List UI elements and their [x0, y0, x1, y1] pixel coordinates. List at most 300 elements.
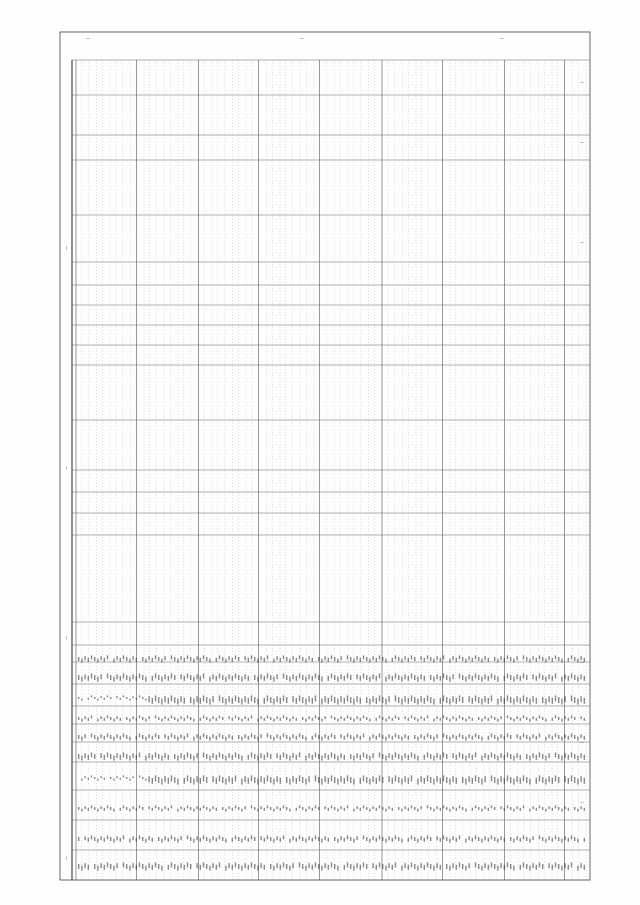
ink-mark [468, 776, 469, 782]
ink-mark [203, 733, 204, 737]
ink-mark [366, 717, 367, 720]
ink-mark [206, 735, 207, 739]
ink-mark [260, 734, 261, 738]
ink-mark [440, 755, 441, 760]
ink-mark [379, 835, 380, 839]
ink-mark [180, 696, 181, 702]
ink-mark [520, 865, 521, 870]
ink-mark [139, 695, 140, 697]
ink-mark [328, 865, 329, 870]
ink-mark [363, 733, 364, 737]
ink-mark [529, 659, 530, 663]
ink-mark [424, 676, 425, 681]
ink-mark [558, 807, 559, 810]
ink-mark [209, 677, 210, 682]
ink-mark [510, 754, 511, 759]
ink-mark [497, 839, 498, 843]
ink-mark [516, 716, 517, 719]
ink-mark [417, 839, 418, 843]
ink-mark [433, 737, 434, 741]
ink-mark [270, 717, 271, 720]
ink-mark [472, 808, 473, 811]
ink-mark [411, 715, 412, 718]
ink-mark [472, 778, 473, 784]
ink-mark [254, 754, 255, 759]
ink-mark [360, 658, 361, 662]
ink-mark [571, 673, 572, 678]
ink-mark [283, 752, 284, 757]
ink-mark [270, 807, 271, 810]
ink-mark [324, 776, 325, 782]
ink-mark [500, 776, 501, 782]
ink-mark [283, 862, 284, 867]
ink-mark [305, 699, 306, 705]
ink-mark [235, 862, 236, 867]
ink-mark [337, 677, 338, 682]
ink-mark [475, 733, 476, 737]
ink-mark [148, 716, 149, 719]
ink-mark [123, 805, 124, 808]
ink-mark [94, 697, 95, 699]
ink-mark [532, 716, 533, 719]
ink-mark [443, 733, 444, 737]
ink-mark [350, 657, 351, 661]
ink-mark [206, 777, 207, 783]
ink-mark [520, 736, 521, 740]
ink-mark [158, 837, 159, 841]
ink-mark [264, 808, 265, 811]
ink-mark [174, 717, 175, 720]
ink-mark [315, 835, 316, 839]
ink-mark [171, 655, 172, 659]
ink-mark [334, 735, 335, 739]
ink-mark [257, 809, 258, 812]
ink-mark [500, 836, 501, 840]
ink-mark [539, 862, 540, 867]
ink-mark [184, 676, 185, 681]
ink-mark [244, 696, 245, 702]
ink-mark [168, 698, 169, 704]
ink-mark [510, 807, 511, 810]
ink-mark [580, 696, 581, 702]
ink-mark [152, 658, 153, 662]
ink-mark [228, 806, 229, 809]
ink-mark [260, 776, 261, 782]
right-column-value: — [580, 800, 584, 805]
ink-mark [376, 865, 377, 870]
ink-mark [206, 754, 207, 759]
ink-mark [408, 658, 409, 662]
ink-mark [321, 699, 322, 705]
ink-mark [526, 837, 527, 841]
ink-mark [584, 778, 585, 784]
ink-mark [366, 754, 367, 759]
ink-mark [408, 838, 409, 842]
ink-mark [360, 808, 361, 811]
ink-mark [350, 675, 351, 680]
ink-mark [443, 805, 444, 808]
ink-mark [552, 698, 553, 704]
ink-mark [155, 733, 156, 737]
ink-mark [139, 715, 140, 718]
ink-mark [308, 656, 309, 660]
ink-mark [529, 756, 530, 761]
ink-mark [184, 808, 185, 811]
ink-mark [468, 696, 469, 702]
ink-mark [254, 777, 255, 783]
ink-mark [100, 674, 101, 679]
ink-mark [440, 698, 441, 704]
ink-mark [123, 775, 124, 777]
ink-mark [232, 736, 233, 740]
ink-mark [433, 719, 434, 722]
ink-mark [212, 753, 213, 758]
ink-mark [267, 673, 268, 678]
ink-mark [548, 734, 549, 738]
ink-mark [584, 808, 585, 811]
ink-mark [292, 753, 293, 758]
ink-mark [366, 864, 367, 869]
ink-mark [302, 837, 303, 841]
ink-mark [491, 835, 492, 839]
ink-mark [312, 676, 313, 681]
ink-mark [238, 837, 239, 841]
ink-mark [200, 736, 201, 740]
ink-mark [168, 676, 169, 681]
ink-mark [561, 809, 562, 812]
ink-mark [372, 696, 373, 702]
ink-mark [113, 839, 114, 843]
ink-mark [404, 656, 405, 660]
ink-mark [456, 778, 457, 784]
ink-mark [206, 717, 207, 720]
ink-mark [420, 734, 421, 738]
ink-mark [427, 715, 428, 718]
ink-mark [113, 659, 114, 663]
ink-mark [276, 863, 277, 868]
ink-mark [436, 836, 437, 840]
ink-mark [280, 658, 281, 662]
ink-mark [190, 675, 191, 680]
ink-mark [81, 809, 82, 812]
ink-mark [459, 695, 460, 701]
ink-mark [225, 866, 226, 871]
ink-mark [568, 778, 569, 784]
ink-mark [491, 862, 492, 867]
ink-mark [171, 695, 172, 701]
ink-mark [548, 776, 549, 782]
ink-mark [136, 838, 137, 842]
ink-mark [78, 735, 79, 739]
ink-mark [328, 736, 329, 740]
ink-mark [286, 735, 287, 739]
ink-mark [222, 717, 223, 720]
ink-mark [440, 718, 441, 721]
ink-mark [347, 862, 348, 867]
ink-mark [510, 777, 511, 783]
ink-mark [184, 865, 185, 870]
ink-mark [110, 807, 111, 810]
ink-mark [273, 719, 274, 722]
ink-mark [385, 699, 386, 705]
ink-mark [494, 717, 495, 720]
ink-mark [404, 734, 405, 738]
ink-mark [494, 754, 495, 759]
ink-mark [200, 658, 201, 662]
ink-mark [241, 866, 242, 871]
ink-mark [366, 777, 367, 783]
ink-mark [267, 715, 268, 718]
ink-mark [148, 734, 149, 738]
ink-mark [270, 735, 271, 739]
ink-mark [142, 735, 143, 739]
ink-mark [324, 656, 325, 660]
ink-mark [254, 697, 255, 703]
ink-mark [532, 656, 533, 660]
ink-mark [132, 656, 133, 660]
ink-mark [292, 674, 293, 679]
ink-mark [241, 699, 242, 705]
ink-mark [475, 775, 476, 781]
ink-mark [142, 657, 143, 661]
ink-mark [145, 699, 146, 701]
ink-mark [139, 862, 140, 867]
ink-mark [260, 863, 261, 868]
ink-mark [360, 698, 361, 704]
ink-mark [209, 737, 210, 741]
ink-mark [382, 735, 383, 739]
ink-mark [356, 836, 357, 840]
ink-mark [113, 756, 114, 761]
ink-mark [529, 719, 530, 722]
ink-mark [225, 677, 226, 682]
ink-mark [280, 865, 281, 870]
ink-mark [475, 752, 476, 757]
ink-mark [574, 837, 575, 841]
ink-mark [379, 695, 380, 701]
ink-mark [168, 838, 169, 842]
ink-mark [254, 837, 255, 841]
ink-mark [545, 699, 546, 705]
ink-mark [430, 657, 431, 661]
ink-mark [465, 779, 466, 785]
ink-mark [219, 835, 220, 839]
ink-mark [356, 806, 357, 809]
ink-mark [129, 809, 130, 812]
ink-mark [347, 775, 348, 781]
ink-mark [107, 715, 108, 718]
ink-mark [574, 717, 575, 720]
ink-mark [193, 737, 194, 741]
ink-mark [225, 699, 226, 705]
ink-mark [532, 863, 533, 868]
ink-mark [171, 715, 172, 718]
ink-mark [84, 836, 85, 840]
ink-mark [276, 656, 277, 660]
ink-mark [84, 776, 85, 778]
ink-mark [561, 737, 562, 741]
ink-mark [276, 836, 277, 840]
ink-mark [500, 696, 501, 702]
ink-mark [232, 808, 233, 811]
ink-mark [296, 718, 297, 721]
ink-mark [315, 752, 316, 757]
ink-mark [366, 657, 367, 661]
ink-mark [251, 805, 252, 808]
ink-mark [510, 837, 511, 841]
ink-mark [536, 755, 537, 760]
ink-mark [369, 756, 370, 761]
ink-mark [184, 718, 185, 721]
ink-mark [548, 656, 549, 660]
ink-mark [424, 755, 425, 760]
ink-mark [78, 807, 79, 810]
ink-mark [264, 658, 265, 662]
ink-mark [404, 806, 405, 809]
ink-mark [286, 657, 287, 661]
ink-mark [516, 734, 517, 738]
ink-mark [366, 675, 367, 680]
ink-mark [324, 716, 325, 719]
ink-mark [184, 778, 185, 784]
ink-mark [196, 806, 197, 809]
ink-mark [555, 695, 556, 701]
ink-mark [270, 864, 271, 869]
ink-mark [308, 863, 309, 868]
ink-mark [417, 699, 418, 705]
ink-mark [136, 755, 137, 760]
ink-mark [414, 717, 415, 720]
ink-mark [481, 779, 482, 785]
ink-mark [404, 776, 405, 782]
ink-mark [171, 775, 172, 781]
ink-mark [401, 779, 402, 785]
ink-mark [510, 657, 511, 661]
ink-mark [504, 755, 505, 760]
ink-mark [305, 756, 306, 761]
ink-mark [340, 674, 341, 679]
ink-mark [529, 839, 530, 843]
ink-mark [478, 837, 479, 841]
ink-mark [337, 839, 338, 843]
ink-mark [276, 776, 277, 782]
ink-mark [264, 676, 265, 681]
ink-mark [379, 775, 380, 781]
ink-mark [113, 866, 114, 871]
ink-mark [315, 733, 316, 737]
ink-mark [145, 677, 146, 682]
ink-mark [84, 806, 85, 809]
ink-mark [308, 674, 309, 679]
ink-mark [321, 839, 322, 843]
ink-mark [478, 717, 479, 720]
ink-mark [414, 675, 415, 680]
ink-mark [177, 699, 178, 705]
ink-mark [459, 835, 460, 839]
ink-mark [369, 719, 370, 722]
ink-mark [376, 838, 377, 842]
ink-mark [443, 655, 444, 659]
ink-mark [312, 658, 313, 662]
ink-mark [350, 754, 351, 759]
ink-mark [264, 778, 265, 784]
ink-mark [209, 659, 210, 663]
ink-mark [91, 752, 92, 757]
ink-mark [228, 656, 229, 660]
ink-mark [446, 717, 447, 720]
ink-mark [427, 835, 428, 839]
ink-mark [401, 699, 402, 705]
ink-mark [257, 659, 258, 663]
ink-mark [561, 756, 562, 761]
ink-mark [424, 718, 425, 721]
ink-mark [433, 866, 434, 871]
ink-mark [443, 715, 444, 718]
ink-mark [398, 807, 399, 810]
ink-mark [78, 837, 79, 841]
ink-mark [539, 673, 540, 678]
ink-mark [212, 863, 213, 868]
ink-mark [257, 737, 258, 741]
ink-mark [270, 754, 271, 759]
ink-mark [257, 779, 258, 785]
ink-mark [225, 756, 226, 761]
ink-mark [94, 837, 95, 841]
ink-mark [542, 697, 543, 703]
ink-mark [203, 775, 204, 781]
ink-mark [536, 808, 537, 811]
ink-mark [504, 676, 505, 681]
ink-mark [289, 677, 290, 682]
ink-mark [177, 779, 178, 785]
ink-mark [340, 753, 341, 758]
ink-mark [196, 696, 197, 702]
ink-mark [84, 753, 85, 758]
ink-mark [353, 839, 354, 843]
ink-mark [254, 864, 255, 869]
ink-mark [356, 656, 357, 660]
ink-mark [516, 776, 517, 782]
ink-mark [296, 778, 297, 784]
ink-mark [331, 695, 332, 701]
ink-mark [180, 836, 181, 840]
ink-mark [248, 838, 249, 842]
ink-mark [523, 673, 524, 678]
ink-mark [398, 717, 399, 720]
ink-mark [430, 864, 431, 869]
ink-mark [529, 737, 530, 741]
ink-mark [184, 658, 185, 662]
ink-mark [497, 779, 498, 785]
right-column-value: — [580, 240, 584, 245]
ink-mark [350, 837, 351, 841]
ink-mark [500, 806, 501, 809]
ink-mark [414, 807, 415, 810]
ink-mark [478, 807, 479, 810]
ink-mark [94, 807, 95, 810]
ink-mark [417, 779, 418, 785]
ink-mark [212, 776, 213, 782]
ink-mark [88, 658, 89, 662]
ink-mark [129, 659, 130, 663]
ink-mark [529, 779, 530, 785]
ink-mark [296, 698, 297, 704]
ink-mark [132, 806, 133, 809]
ink-mark [388, 734, 389, 738]
ink-mark [526, 697, 527, 703]
ink-mark [414, 864, 415, 869]
ink-mark [462, 864, 463, 869]
